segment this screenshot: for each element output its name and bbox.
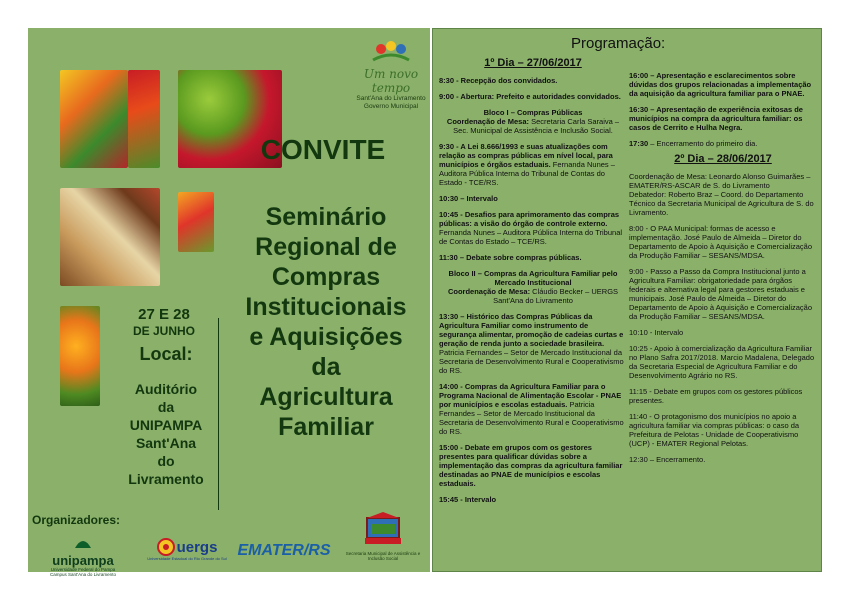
schedule-item-heading: 8:30 - Recepção dos convidados. — [439, 76, 558, 85]
schedule-item-heading: 10:45 - Desafios para aprimoramento das compras públicas: a visão do órgão de controle externo. — [439, 210, 620, 228]
schedule-item-detail: Fernanda Nunes – Auditora Pública Interna do Tribunal de Contas do Estado - TCE/RS. — [439, 160, 615, 187]
smas-name: Secretaria Municipal de Assistência e Inclusão Social — [345, 551, 421, 561]
schedule-item — [629, 344, 817, 380]
title-line: da — [311, 353, 341, 381]
logo-city: Sant'Ana do Livramento — [356, 95, 426, 102]
schedule-item-heading: Bloco I – Compras Públicas Coordenação de Mesa: — [446, 108, 583, 126]
program-column-left — [439, 59, 627, 511]
schedule-item-heading: 14:00 - Compras da Agricultura Familiar para o Programa Nacional de Alimentação Escolar - PNAE por municípios e escolas estaduais. — [439, 382, 622, 409]
schedule-item-heading: 16:30 – Apresentação de experiência exitosas de municípios na compra da agricultura familiar: os casos de Cerrito e Hulha Negra. — [629, 105, 803, 132]
logo-government: Governo Municipal — [363, 103, 419, 110]
schedule-item — [439, 142, 627, 187]
program-panel — [432, 28, 822, 572]
schedule-item — [439, 312, 627, 375]
schedule-item — [629, 267, 817, 321]
municipal-coat-of-arms-icon — [363, 512, 403, 546]
schedule-item-heading: 9:30 - A Lei 8.666/1993 e suas atualizações com relação as compras públicas em nível local, para municípios e órgãos estaduais. — [439, 142, 613, 169]
title-line: Regional de — [255, 233, 397, 261]
schedule-item — [439, 382, 627, 436]
schedule-item-detail: Fernanda Nunes – Auditora Pública Interna do Tribunal de Contas do Estado – TCE/RS. — [439, 228, 623, 246]
schedule-item — [439, 76, 627, 85]
fruits-photo — [178, 192, 214, 252]
municipal-logo — [348, 40, 434, 111]
municipal-logo-icon — [371, 40, 411, 62]
uergs-emblem-icon — [157, 538, 175, 556]
title-line: Institucionais — [245, 293, 407, 321]
schedule-item — [629, 412, 817, 448]
unipampa-subtitle: Universidade Federal do Pampa Campus Sant'Ana do Livramento — [50, 567, 116, 577]
title-line: Familiar — [278, 413, 374, 441]
peppers-photo — [128, 70, 160, 168]
title-line: Compras — [271, 263, 381, 291]
unipampa-leaf-icon — [73, 534, 93, 550]
schedule-item — [629, 71, 817, 98]
schedule-item-heading: 15:00 - Debate em grupos com os gestores presentes para qualificar dúvidas sobre a implementação das compras da agricultura familiar destinadas ao PNAE de municípios e escolas estaduais. — [439, 443, 623, 488]
schedule-item — [439, 92, 627, 101]
schedule-item — [629, 139, 817, 148]
program-column-right — [629, 71, 817, 471]
title-line: Seminário — [265, 203, 387, 231]
program-title: Programação: — [571, 35, 666, 52]
uergs-name: uergs — [176, 538, 218, 556]
logo-slogan: Um novo tempo — [363, 67, 419, 95]
seminar-title — [221, 202, 431, 442]
day1-heading: 1º Dia – 27/06/2017 — [484, 57, 582, 69]
schedule-item — [629, 328, 817, 337]
day1-schedule — [439, 76, 627, 504]
day2-heading: 2º Dia – 28/06/2017 — [674, 153, 772, 165]
schedule-item — [629, 172, 817, 217]
schedule-item — [439, 108, 627, 135]
vegetables-photo — [60, 70, 128, 168]
schedule-item-detail: 11:15 - Debate em grupos com os gestores públicos presentes. — [629, 387, 803, 405]
title-line: Agricultura — [259, 383, 393, 411]
uergs-subtitle: Universidade Estadual do Rio Grande do Sul — [147, 556, 227, 561]
title-line: e Aquisições — [249, 323, 403, 351]
schedule-item — [629, 455, 817, 464]
schedule-item-heading: 13:30 – Histórico das Compras Públicas da Agricultura Familiar como instrumento de segurança alimentar, promoção de cadeias curtas e geração de renda junto a sociedade brasileira. — [439, 312, 624, 348]
smas-logo — [340, 512, 426, 561]
schedule-item-detail: Patricia Fernandes – Setor de Mercado Institucional da Secretaria de Desenvolvimento Rural e Cooperativismo do RS. — [439, 400, 624, 436]
grains-photo — [60, 188, 160, 286]
event-date: 27 E 28 — [138, 306, 190, 323]
schedule-item — [439, 269, 627, 305]
schedule-item-heading: 15:45 - Intervalo — [439, 495, 497, 504]
location-value: Auditório da UNIPAMPA Sant'Ana do Livramento — [128, 381, 204, 487]
schedule-item — [629, 224, 817, 260]
schedule-item-detail: 8:00 - O PAA Municipal: formas de acesso e implementação. José Paulo de Almeida – Diretor do Departamento de Apoio à Aquisição e Comercialização da Produção Familiar – SESANS/MDSA. — [629, 224, 813, 260]
schedule-item — [439, 443, 627, 488]
schedule-item-heading: 17:30 — [629, 139, 649, 148]
schedule-item-detail: 11:40 - O protagonismo dos municípios no apoio a agricultura familiar via compras públicas: o caso da Prefeitura de Pelotas - Unidade de Cooperativismo (UCP) - EMATER Regional Pelotas. — [629, 412, 800, 448]
schedule-item-detail: 10:25 - Apoio à comercialização da Agricultura Familiar no Plano Safra 2017/2018. Marcio Madalena, Delegado da Secretaria Especial de Agricultura Familiar e do Desenvolvimento Agrário no RS. — [629, 344, 815, 380]
schedule-item-detail: 12:30 – Encerramento. — [629, 455, 706, 464]
schedule-item-detail: 9:00 - Passo a Passo da Compra Institucional junto a Agricultura Familiar: obrigatoriedade para órgãos federais e alternativa legal para gestores estaduais e municipais. José Paulo de Almeida – Diretor do Departamento de Apoio à Aquisição e Comercialização da Produção Familiar – SESANS/MDSA. — [629, 267, 813, 321]
schedule-item — [439, 194, 627, 203]
schedule-item — [629, 105, 817, 132]
oranges-photo — [60, 306, 100, 406]
schedule-item — [439, 495, 627, 504]
unipampa-name: unipampa — [52, 553, 114, 568]
emater-name: EMATER/RS — [237, 542, 331, 559]
divider — [218, 318, 219, 510]
schedule-item — [629, 387, 817, 405]
schedule-item-detail: Cláudio Becker – UERGS Sant'Ana do Livramento — [493, 287, 619, 305]
schedule-item-detail: Coordenação de Mesa: Leonardo Alonso Guimarães – EMATER/RS-ASCAR de S. do Livramento Debatedor: Roberto Braz – Coord. do Departamento Técnico da Secretaria Municipal de Agricultura de S. do Livramento. — [629, 172, 814, 217]
invitation-panel — [28, 28, 430, 577]
invitation-heading: CONVITE — [260, 134, 386, 165]
uergs-logo — [146, 538, 228, 561]
schedule-item — [439, 253, 627, 262]
schedule-item-heading: 9:00 - Abertura: Prefeito e autoridades convidados. — [439, 92, 621, 101]
day1-schedule-continued — [629, 71, 817, 148]
schedule-item-heading: 16:00 – Apresentação e esclarecimentos sobre dúvidas dos grupos relacionadas a implementação da aquisição da agricultura familiar para o PNAE. — [629, 71, 812, 98]
schedule-item-heading: Bloco II – Compras da Agricultura Familiar pelo Mercado Institucional Coordenação de Mesa: — [447, 269, 618, 296]
event-month: DE JUNHO — [132, 324, 195, 338]
schedule-item-detail: 10:10 - Intervalo — [629, 328, 684, 337]
schedule-item-detail: Patricia Fernandes – Setor de Mercado Institucional da Secretaria de Desenvolvimento Rural e Cooperativismo do RS. — [439, 348, 624, 375]
emater-logo — [232, 542, 336, 560]
schedule-item-heading: 11:30 – Debate sobre compras públicas. — [439, 253, 582, 262]
schedule-item-detail: – Encerramento do primeiro dia. — [648, 139, 758, 148]
unipampa-logo — [34, 534, 132, 577]
schedule-item-detail: Secretaria Carla Saraiva – Sec. Municipal de Assistência e Inclusão Social. — [453, 117, 620, 135]
schedule-item — [439, 210, 627, 246]
schedule-item-heading: 10:30 – Intervalo — [439, 194, 498, 203]
location-label: Local: — [139, 344, 193, 364]
day2-schedule — [629, 172, 817, 464]
organizers-label: Organizadores: — [32, 513, 121, 527]
